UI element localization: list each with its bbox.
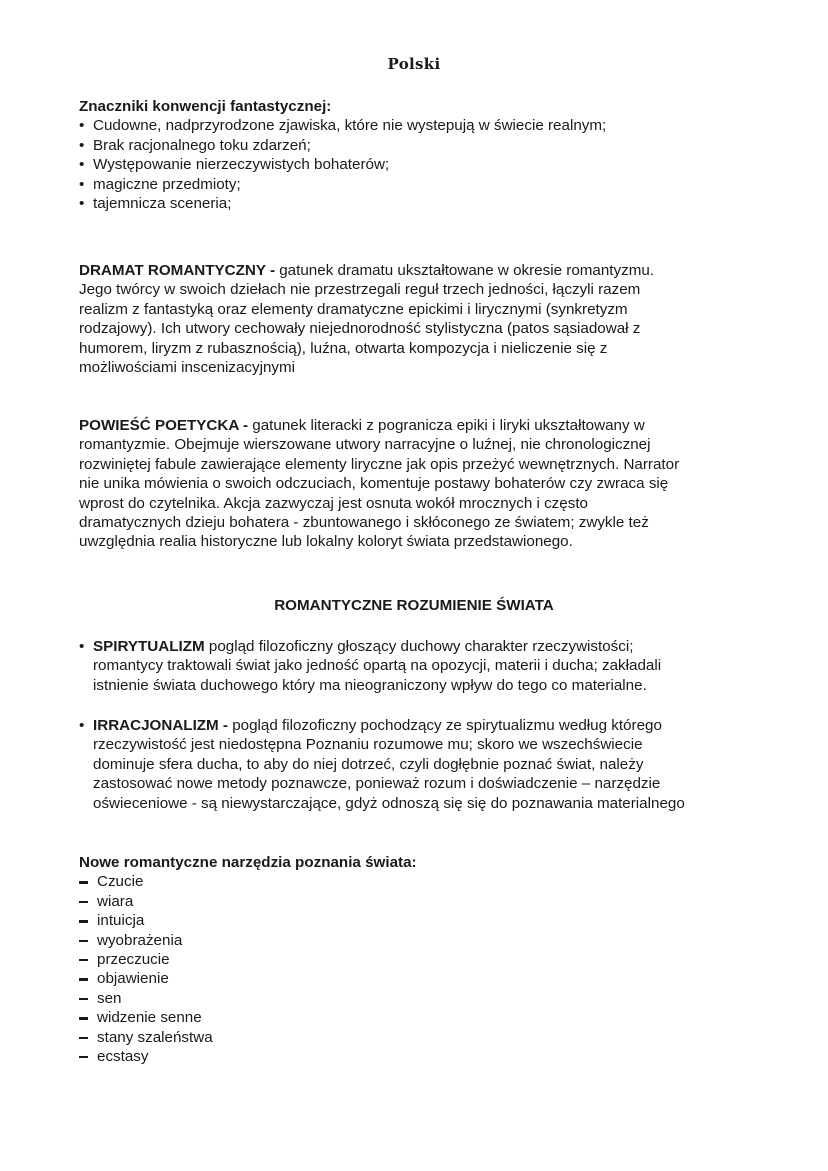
conventions-list <box>79 116 759 213</box>
spiritualism-section <box>79 637 759 695</box>
list-item: • Cudowne, nadprzyrodzone zjawiska, które nie wystepują w świecie realnym; <box>79 116 759 135</box>
drama-section <box>79 261 759 377</box>
poem-line: dramatycznych dzieju bohatera - zbuntowanego i skłóconego ze światem; zwykle też <box>79 514 649 532</box>
list-item: • Brak racjonalnego toku zdarzeń; <box>79 136 759 155</box>
list-item: intuicja <box>79 911 759 930</box>
irrationalism-paragraph <box>79 716 759 813</box>
irrationalism-line: zastosować nowe metody poznawcze, ponieważ rozum i doświadczenie – narzędzie <box>93 775 661 793</box>
drama-term: DRAMAT ROMANTYCZNY - <box>79 262 276 279</box>
spiritualism-line: romantycy traktowali świat jako jedność opartą na opozycji, materii i ducha; zakładali <box>93 657 662 675</box>
list-item: stany szaleństwa <box>79 1028 759 1047</box>
drama-line: humorem, liryzm z rubasznością), luźna, otwarta kompozycja i nieliczenie się z <box>79 339 608 357</box>
spiritualism-line: pogląd filozoficzny głoszący duchowy charakter rzeczywistości; <box>204 638 634 655</box>
list-item: • tajemnicza sceneria; <box>79 194 759 213</box>
spiritualism-paragraph <box>79 637 759 695</box>
conventions-heading: Znaczniki konwencji fantastycznej: <box>79 98 332 115</box>
list-item: przeczucie <box>79 950 759 969</box>
drama-line: Jego twórcy w swoich dziełach nie przestrzegali reguł trzech jedności, łączyli razem <box>79 281 641 299</box>
list-item: widzenie senne <box>79 1008 759 1027</box>
poem-line: uwzględnia realia historyczne lub lokalny koloryt świata przedstawionego. <box>79 533 573 551</box>
irrationalism-line: dominuje sfera ducha, to aby do niej dotrzeć, czyli dogłębnie poznać świat, należy <box>93 755 644 773</box>
irrationalism-section <box>79 716 759 813</box>
spiritualism-term: SPIRYTUALIZM <box>93 638 205 655</box>
poem-section <box>79 416 759 552</box>
list-item: • magiczne przedmioty; <box>79 175 759 194</box>
tools-list <box>79 872 759 1066</box>
poem-line: gatunek literacki z pogranicza epiki i liryki ukształtowany w <box>248 417 645 434</box>
list-item: • Występowanie nierzeczywistych bohaterów; <box>79 155 759 174</box>
poem-line: nie unika mówienia o swoich odczuciach, komentuje postawy bohaterów czy zwraca się <box>79 475 669 493</box>
irrationalism-term: IRRACJONALIZM - <box>93 717 228 734</box>
poem-paragraph <box>79 416 759 552</box>
tools-heading: Nowe romantyczne narzędzia poznania świata: <box>79 854 417 871</box>
drama-line: realizm z fantastyką oraz elementy dramatyczne epickimi i lirycznymi (synkretyzm <box>79 300 628 318</box>
poem-line: romantyzmie. Obejmuje wierszowane utwory narracyjne o luźnej, nie chronologicznej <box>79 436 651 454</box>
drama-paragraph <box>79 261 759 377</box>
drama-line: możliwościami inscenizacyjnymi <box>79 359 296 377</box>
irrationalism-line: oświeceniowe - są niewystarczające, gdyż odnoszą się się do poznawania materialnego <box>93 794 685 812</box>
worldview-title: ROMANTYCZNE ROZUMIENIE ŚWIATA <box>274 597 554 614</box>
poem-line: wprost do czytelnika. Akcja zazwyczaj jest osnuta wokół mrocznych i często <box>79 494 588 512</box>
list-item: wiara <box>79 892 759 911</box>
drama-line: gatunek dramatu ukształtowane w okresie romantyzmu. <box>275 262 655 279</box>
list-item: objawienie <box>79 969 759 988</box>
subject-header: Polski <box>387 55 441 73</box>
drama-line: rodzajowy). Ich utwory cechowały niejednorodność stylistyczna (patos sąsiadował z <box>79 320 641 338</box>
poem-term: POWIEŚĆ POETYCKA - <box>79 417 249 434</box>
tools-section <box>79 853 759 1066</box>
irrationalism-line: rzeczywistość jest niedostępna Poznaniu rozumowe mu; skoro we wszechświecie <box>93 736 643 754</box>
list-item: wyobrażenia <box>79 931 759 950</box>
list-item: sen <box>79 989 759 1008</box>
poem-line: rozwiniętej fabule zawierające elementy liryczne jak opis przeżyć wewnętrznych. Narrator <box>79 455 680 473</box>
spiritualism-line: istnienie świata duchowego który ma nieograniczony wpływ do tego co materialne. <box>93 676 647 694</box>
irrationalism-line: pogląd filozoficzny pochodzący ze spirytualizmu według którego <box>228 717 662 734</box>
conventions-section <box>79 97 759 213</box>
list-item: ecstasy <box>79 1047 759 1066</box>
list-item: Czucie <box>79 872 759 891</box>
